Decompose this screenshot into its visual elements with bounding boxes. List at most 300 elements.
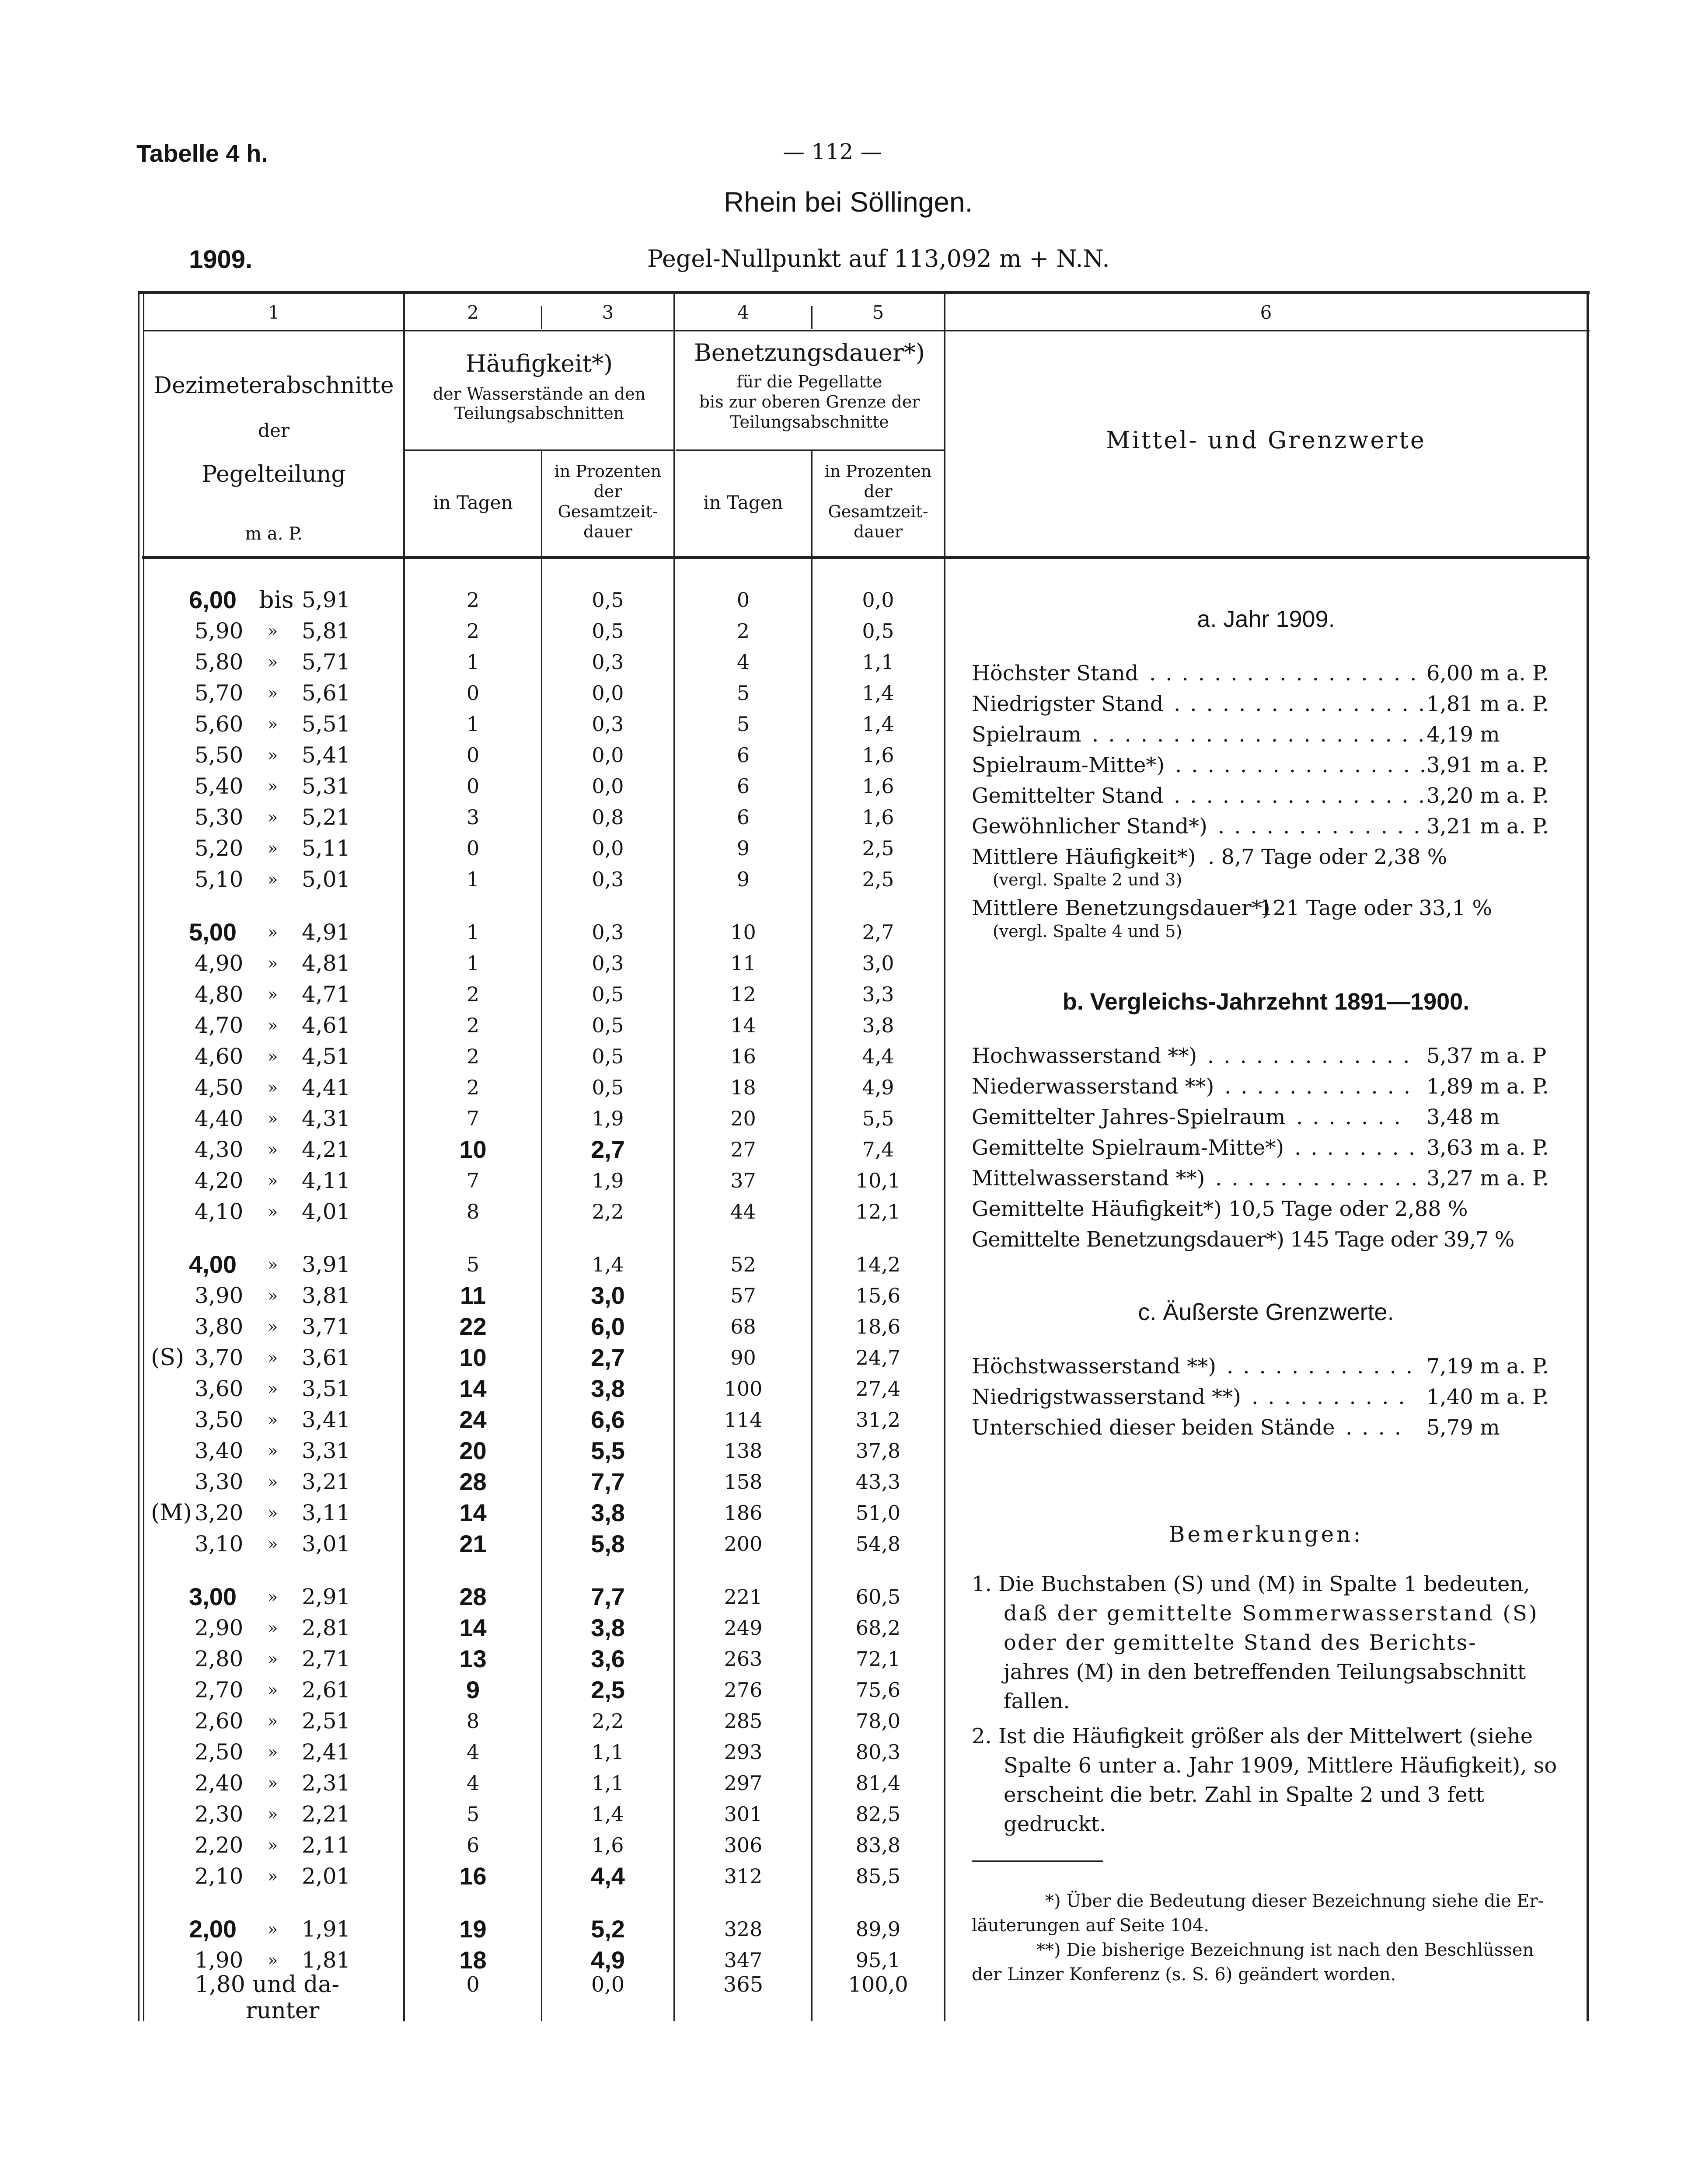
row-sep: » <box>268 621 278 641</box>
remark-1-line4: jahres (M) in den betreffenden Teilungsabschnitt <box>1004 1660 1526 1684</box>
benetzung-header-sub3: Teilungsabschnitte <box>730 412 889 432</box>
row-pct: 3,0 <box>591 1282 625 1309</box>
row-bdays: 68 <box>730 1315 756 1338</box>
value-item-label: Gemittelte Spielraum-Mitte*) <box>972 1136 1284 1160</box>
value-item-label: Hochwasserstand **) <box>972 1044 1197 1068</box>
value-item-label: Höchstwasserstand **) <box>972 1354 1216 1379</box>
row-bdays: 52 <box>730 1253 756 1276</box>
col1-header-line2: der <box>258 420 289 441</box>
row-bdays: 27 <box>730 1138 756 1161</box>
row-bpct: 85,5 <box>855 1864 901 1888</box>
row-to: 4,51 <box>302 1044 351 1069</box>
row-bdays: 221 <box>724 1585 763 1609</box>
row-to: 3,41 <box>302 1407 351 1432</box>
row-to: 3,81 <box>302 1283 351 1308</box>
row-to: 3,31 <box>302 1438 351 1463</box>
row-days: 2 <box>466 1014 480 1037</box>
row-sep: » <box>268 1109 278 1128</box>
row-to: 5,31 <box>302 773 351 799</box>
haeufigkeit-header-sub1: der Wasserstände an den <box>432 384 646 404</box>
row-days: 9 <box>466 1676 480 1703</box>
row-from: 4,20 <box>195 1168 244 1193</box>
row-to: 5,61 <box>302 680 351 706</box>
row-bpct: 2,7 <box>862 920 894 944</box>
row-from: 2,50 <box>195 1739 244 1765</box>
row-sep: » <box>268 923 278 942</box>
row-to: 4,71 <box>302 982 351 1007</box>
last-row-days: 0 <box>466 1972 480 1997</box>
row-days: 18 <box>459 1946 487 1974</box>
row-from: 2,20 <box>195 1832 244 1858</box>
row-from: 2,60 <box>195 1708 244 1734</box>
row-from: 5,10 <box>195 867 244 892</box>
leader-dots: ............. <box>1207 1044 1419 1068</box>
section-a-benetzung-sub: (vergl. Spalte 4 und 5) <box>993 922 1182 941</box>
row-pct: 2,7 <box>591 1344 625 1371</box>
row-to: 4,61 <box>302 1013 351 1038</box>
row-bdays: 11 <box>730 951 756 975</box>
row-sep: » <box>268 1171 278 1190</box>
row-bdays: 293 <box>724 1740 763 1764</box>
row-sep: » <box>268 652 278 672</box>
row-to: 1,81 <box>302 1947 351 1973</box>
row-bdays: 18 <box>730 1076 756 1099</box>
row-sep: » <box>268 1587 278 1606</box>
row-from: 3,20 <box>195 1500 244 1526</box>
row-days: 1 <box>466 867 480 891</box>
row-bdays: 14 <box>730 1014 756 1037</box>
row-sep: » <box>268 1286 278 1305</box>
last-row-bpct: 100,0 <box>848 1972 908 1997</box>
row-bdays: 312 <box>724 1864 763 1888</box>
row-pct: 2,2 <box>592 1709 624 1733</box>
row-bpct: 10,1 <box>855 1169 901 1192</box>
row-bdays: 158 <box>724 1470 763 1494</box>
row-from: 4,30 <box>195 1137 244 1162</box>
row-from: 4,00 <box>189 1250 237 1278</box>
row-pct: 3,6 <box>591 1645 625 1672</box>
row-bpct: 31,2 <box>855 1408 901 1432</box>
page-number: — 112 — <box>783 139 882 164</box>
row-bpct: 15,6 <box>855 1284 901 1307</box>
row-bpct: 3,3 <box>862 982 894 1006</box>
value-item <box>972 1163 1575 1194</box>
row-pct: 0,8 <box>592 805 624 829</box>
row-pct: 6,6 <box>591 1406 625 1433</box>
value-item-label: Höchster Stand <box>972 661 1139 686</box>
col6-header: Mittel- und Grenzwerte <box>1106 426 1426 454</box>
row-to: 5,11 <box>302 836 351 861</box>
value-item-value: 1,40 m a. P. <box>1426 1385 1549 1409</box>
value-item-label: Niederwasserstand **) <box>972 1074 1214 1099</box>
value-item <box>972 1412 1575 1443</box>
row-bdays: 10 <box>730 920 756 944</box>
row-sep: » <box>268 1410 278 1429</box>
row-from: 2,30 <box>195 1801 244 1827</box>
row-from: 4,70 <box>195 1013 244 1038</box>
row-to: 5,91 <box>302 587 351 613</box>
row-bpct: 95,1 <box>855 1948 901 1972</box>
row-pct: 0,5 <box>592 1076 624 1099</box>
row-pct: 3,8 <box>591 1375 625 1402</box>
col3-header-l3: Gesamtzeit- <box>558 502 658 521</box>
row-to: 2,21 <box>302 1801 351 1827</box>
row-pct: 0,0 <box>592 836 624 860</box>
value-item-label: Mittelwasserstand **) <box>972 1166 1205 1191</box>
value-item <box>972 780 1575 811</box>
row-to: 5,81 <box>302 618 351 644</box>
row-days: 2 <box>466 1045 480 1068</box>
row-bpct: 1,6 <box>862 805 894 829</box>
row-bdays: 6 <box>736 774 750 798</box>
row-from: 5,70 <box>195 680 244 706</box>
row-bdays: 2 <box>736 619 750 643</box>
remark-2-line2: Spalte 6 unter a. Jahr 1909, Mittlere Häufigkeit), so <box>1004 1753 1557 1778</box>
row-to: 2,91 <box>302 1584 351 1609</box>
row-sep: » <box>268 1680 278 1700</box>
row-from: 5,00 <box>189 918 237 946</box>
row-sep: » <box>268 1618 278 1637</box>
leader-dots: .... <box>1346 1415 1411 1440</box>
row-days: 14 <box>459 1499 487 1526</box>
row-bpct: 78,0 <box>855 1709 901 1733</box>
row-days: 24 <box>459 1406 487 1433</box>
row-days: 0 <box>466 743 480 767</box>
row-bdays: 0 <box>736 588 750 612</box>
row-days: 10 <box>459 1344 487 1371</box>
col1-header-line1: Dezimeterabschnitte <box>153 373 394 399</box>
value-item-label: Gewöhnlicher Stand*) <box>972 814 1207 839</box>
row-sep: » <box>268 1255 278 1274</box>
row-pct: 4,4 <box>591 1862 625 1890</box>
row-to: 4,31 <box>302 1106 351 1131</box>
row-bdays: 5 <box>736 681 750 705</box>
section-a-haeufigkeit-label: Mittlere Häufigkeit*) <box>972 845 1196 869</box>
row-to: 5,01 <box>302 867 351 892</box>
row-to: 4,91 <box>302 920 351 945</box>
row-bdays: 57 <box>730 1284 756 1307</box>
row-sep: » <box>268 1441 278 1460</box>
row-days: 2 <box>466 982 480 1006</box>
row-bdays: 37 <box>730 1169 756 1192</box>
gauge-zero: Pegel-Nullpunkt auf 113,092 m + N.N. <box>647 245 1110 272</box>
section-a-benetzung-value: 121 Tage oder 33,1 % <box>1259 896 1493 920</box>
row-bdays: 12 <box>730 982 756 1006</box>
section-c-heading: c. Äußerste Grenzwerte. <box>1138 1299 1394 1325</box>
section-a-benetzung-label: Mittlere Benetzungsdauer*) <box>972 896 1270 920</box>
row-bdays: 138 <box>724 1439 763 1463</box>
row-sep: » <box>268 1140 278 1159</box>
remark-1-line3: oder der gemittelte Stand des Berichts- <box>1004 1630 1477 1655</box>
col3-header-l1: in Prozenten <box>554 462 662 481</box>
row-bpct: 4,4 <box>862 1045 894 1068</box>
row-days: 22 <box>459 1313 487 1340</box>
haeufigkeit-header-sub2: Teilungsabschnitten <box>454 404 624 423</box>
table-row <box>0 1467 1688 1497</box>
remarks-heading: Bemerkungen: <box>1168 1522 1364 1547</box>
row-bpct: 27,4 <box>855 1377 901 1400</box>
row-from: 3,50 <box>195 1407 244 1432</box>
group23-underline <box>405 449 673 451</box>
value-item <box>972 811 1575 842</box>
row-bpct: 43,3 <box>855 1470 901 1494</box>
row-to: 3,71 <box>302 1314 351 1339</box>
remark-2-line4: gedruckt. <box>1004 1812 1106 1836</box>
col5-header-l1: in Prozenten <box>824 462 932 481</box>
value-item-value: 3,91 m a. P. <box>1426 753 1549 777</box>
leader-dots: ....... <box>1296 1105 1410 1129</box>
row-days: 2 <box>466 1076 480 1099</box>
row-days: 4 <box>466 1771 480 1795</box>
row-from: 2,10 <box>195 1864 244 1889</box>
row-days: 0 <box>466 774 480 798</box>
row-sep: » <box>268 1773 278 1793</box>
benetzung-header-title: Benetzungsdauer*) <box>694 339 925 366</box>
row-days: 21 <box>459 1530 487 1557</box>
remark-1-line2: daß der gemittelte Sommerwasserstand (S) <box>1004 1601 1539 1626</box>
row-days: 0 <box>466 681 480 705</box>
row-pct: 2,5 <box>591 1676 625 1703</box>
row-pct: 0,0 <box>592 774 624 798</box>
col4-header: in Tagen <box>703 492 783 513</box>
row-days: 7 <box>466 1107 480 1130</box>
row-days: 7 <box>466 1169 480 1192</box>
row-bpct: 1,6 <box>862 774 894 798</box>
row-to: 4,21 <box>302 1137 351 1162</box>
row-bpct: 3,8 <box>862 1014 894 1037</box>
last-row-label-line1: 1,80 und da- <box>195 1972 339 1998</box>
table-row <box>0 1861 1688 1891</box>
value-item-value: 3,21 m a. P. <box>1426 814 1549 839</box>
row-from: 4,60 <box>195 1044 244 1069</box>
row-days: 20 <box>459 1437 487 1464</box>
section-b-heading: b. Vergleichs-Jahrzehnt 1891—1900. <box>1062 989 1470 1015</box>
leader-dots: ............. <box>1215 1166 1427 1191</box>
col1-header-line3: Pegelteilung <box>202 461 346 488</box>
header-bottom-line <box>142 556 1590 559</box>
row-to: 3,11 <box>302 1500 351 1526</box>
row-bdays: 100 <box>724 1377 763 1400</box>
row-marker: (M) <box>151 1500 192 1526</box>
row-bpct: 4,9 <box>862 1076 894 1099</box>
group45-underline <box>676 449 945 451</box>
row-pct: 1,1 <box>592 1771 624 1795</box>
row-sep: » <box>268 1202 278 1221</box>
value-item-label: Gemittelter Jahres-Spielraum <box>972 1105 1286 1129</box>
row-days: 1 <box>466 712 480 736</box>
row-days: 14 <box>459 1614 487 1641</box>
value-item <box>972 689 1575 719</box>
row-bdays: 6 <box>736 743 750 767</box>
row-from: 6,00 <box>189 586 237 613</box>
remark-1-line1: 1. Die Buchstaben (S) und (M) in Spalte 1 bedeuten, <box>972 1572 1530 1596</box>
row-sep: » <box>268 745 278 765</box>
row-bdays: 328 <box>724 1917 763 1941</box>
value-item-value: 3,20 m a. P. <box>1426 784 1549 808</box>
row-bdays: 263 <box>724 1647 763 1671</box>
row-days: 1 <box>466 650 480 674</box>
row-sep: » <box>268 1742 278 1762</box>
row-from: 2,40 <box>195 1770 244 1796</box>
value-item-value: 5,37 m a. P <box>1426 1044 1547 1068</box>
row-bdays: 306 <box>724 1833 763 1857</box>
row-to: 3,91 <box>302 1252 351 1277</box>
row-sep: » <box>268 808 278 827</box>
row-to: 5,41 <box>302 742 351 768</box>
row-pct: 1,9 <box>592 1169 624 1192</box>
row-sep: » <box>268 1472 278 1491</box>
row-bpct: 82,5 <box>855 1802 901 1826</box>
row-to: 2,51 <box>302 1708 351 1734</box>
row-pct: 1,9 <box>592 1107 624 1130</box>
row-bdays: 276 <box>724 1678 763 1702</box>
row-from: 5,50 <box>195 742 244 768</box>
row-pct: 2,2 <box>592 1200 624 1223</box>
col2-header: in Tagen <box>433 492 513 513</box>
row-from: 3,70 <box>195 1345 244 1370</box>
row-to: 4,81 <box>302 951 351 976</box>
row-from: 3,00 <box>189 1583 237 1610</box>
row-bpct: 37,8 <box>855 1439 901 1463</box>
col1-header-unit: m a. P. <box>245 524 303 544</box>
row-from: 4,50 <box>195 1075 244 1100</box>
row-bpct: 12,1 <box>855 1200 901 1223</box>
value-item-label: Spielraum <box>972 722 1081 747</box>
row-days: 8 <box>466 1709 480 1733</box>
row-sep: » <box>268 1711 278 1731</box>
row-to: 2,41 <box>302 1739 351 1765</box>
row-bdays: 186 <box>724 1501 763 1525</box>
row-days: 11 <box>460 1282 486 1309</box>
row-bpct: 68,2 <box>855 1616 901 1640</box>
col-number-4: 4 <box>737 302 749 323</box>
numbers-bottom-line <box>144 330 1590 331</box>
row-pct: 0,3 <box>592 712 624 736</box>
row-pct: 0,0 <box>592 743 624 767</box>
footnote-1-line2: läuterungen auf Seite 104. <box>972 1916 1210 1936</box>
leader-dots: ............ <box>1224 1074 1420 1099</box>
year-label: 1909. <box>189 245 253 274</box>
row-bdays: 347 <box>724 1948 763 1972</box>
row-sep: » <box>268 1649 278 1668</box>
remark-2-line3: erscheint die betr. Zahl in Spalte 2 und 3 fett <box>1004 1783 1485 1807</box>
row-to: 2,11 <box>302 1832 351 1858</box>
row-from: 5,40 <box>195 773 244 799</box>
row-days: 5 <box>466 1802 480 1826</box>
row-to: 2,81 <box>302 1615 351 1641</box>
row-bdays: 297 <box>724 1771 763 1795</box>
row-from: 5,30 <box>195 805 244 830</box>
value-item-label: Niedrigstwasserstand **) <box>972 1385 1241 1409</box>
row-bpct: 54,8 <box>855 1532 901 1556</box>
row-sep: » <box>268 1867 278 1886</box>
row-pct: 0,5 <box>592 1014 624 1037</box>
row-days: 19 <box>459 1915 487 1943</box>
row-to: 5,51 <box>302 711 351 737</box>
value-item-value: 1,89 m a. P. <box>1426 1074 1549 1099</box>
row-days: 28 <box>459 1583 487 1610</box>
col-number-6: 6 <box>1260 302 1272 323</box>
row-to: 1,91 <box>302 1916 351 1942</box>
footnote-1-line1: *) Über die Bedeutung dieser Bezeichnung siehe die Er- <box>1045 1891 1544 1911</box>
row-from: 4,10 <box>195 1199 244 1224</box>
row-pct: 1,6 <box>592 1833 624 1857</box>
row-sep: » <box>268 1016 278 1035</box>
leader-dots: ............ <box>1227 1354 1423 1379</box>
row-sep: » <box>268 683 278 703</box>
row-sep: » <box>268 1804 278 1824</box>
row-sep: » <box>268 1379 278 1398</box>
row-sep: » <box>268 954 278 973</box>
value-item <box>972 750 1575 780</box>
row-from: 5,60 <box>195 711 244 737</box>
row-sep: » <box>268 1047 278 1066</box>
row-from: 3,90 <box>195 1283 244 1308</box>
row-sep: » <box>268 1348 278 1367</box>
row-sep: bis <box>259 586 294 613</box>
leader-dots: ................ <box>1175 753 1436 777</box>
row-to: 3,51 <box>302 1376 351 1401</box>
row-to: 3,21 <box>302 1469 351 1494</box>
row-to: 2,61 <box>302 1677 351 1703</box>
row-bdays: 200 <box>724 1532 763 1556</box>
row-from: 2,90 <box>195 1615 244 1641</box>
row-bdays: 114 <box>724 1408 763 1432</box>
row-from: 5,90 <box>195 618 244 644</box>
row-to: 3,61 <box>302 1345 351 1370</box>
row-bpct: 1,6 <box>862 743 894 767</box>
row-pct: 5,8 <box>591 1530 625 1557</box>
benetzung-header-sub1: für die Pegellatte <box>736 372 882 391</box>
row-bdays: 90 <box>730 1346 756 1369</box>
row-days: 6 <box>466 1833 480 1857</box>
row-from: 3,60 <box>195 1376 244 1401</box>
row-from: 4,40 <box>195 1106 244 1131</box>
row-bpct: 0,0 <box>862 588 894 612</box>
row-pct: 0,5 <box>592 982 624 1006</box>
section-a-haeufigkeit-value: . 8,7 Tage oder 2,38 % <box>1208 845 1447 869</box>
value-item-value: 3,27 m a. P. <box>1426 1166 1549 1191</box>
row-to: 4,01 <box>302 1199 351 1224</box>
col3-header-l4: dauer <box>583 522 633 541</box>
row-sep: » <box>268 839 278 858</box>
value-item-value: 1,81 m a. P. <box>1426 692 1549 716</box>
row-sep: » <box>268 1534 278 1554</box>
row-from: 2,80 <box>195 1646 244 1672</box>
footnote-2-line1: **) Die bisherige Bezeichnung ist nach den Beschlüssen <box>1036 1940 1534 1960</box>
value-item-value: 4,19 m <box>1426 722 1500 747</box>
row-days: 5 <box>466 1253 480 1276</box>
value-item-value: 3,48 m <box>1426 1105 1500 1129</box>
row-from: 2,70 <box>195 1677 244 1703</box>
row-pct: 7,7 <box>591 1583 625 1610</box>
row-days: 2 <box>466 588 480 612</box>
row-days: 4 <box>466 1740 480 1764</box>
value-item-value: 3,63 m a. P. <box>1426 1136 1549 1160</box>
row-bdays: 249 <box>724 1616 763 1640</box>
row-sep: » <box>268 1503 278 1522</box>
row-from: 1,90 <box>195 1947 244 1973</box>
row-sep: » <box>268 777 278 796</box>
row-sep: » <box>268 870 278 889</box>
value-item <box>972 1102 1575 1132</box>
row-bdays: 301 <box>724 1802 763 1826</box>
value-item <box>972 1071 1575 1102</box>
row-from: 3,80 <box>195 1314 244 1339</box>
value-item <box>972 658 1575 689</box>
frame-top-line <box>138 291 1590 294</box>
row-to: 2,01 <box>302 1864 351 1889</box>
